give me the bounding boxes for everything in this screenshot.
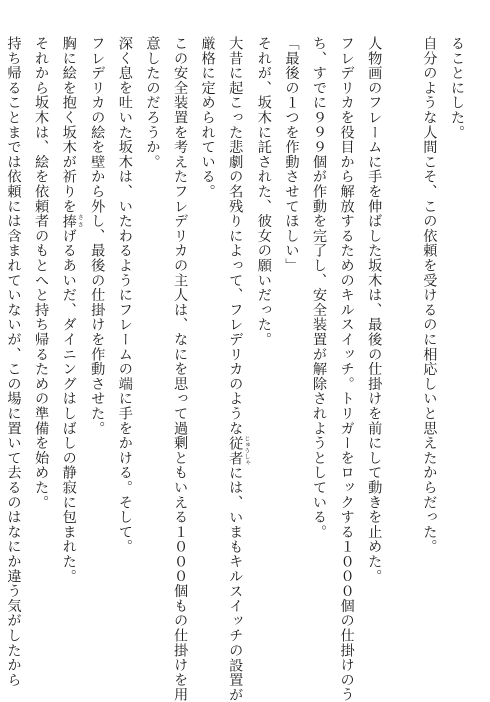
text-line: それから坂木は、絵を依頼者のもとへと持ち帰るための準備を始めた。 (33, 36, 50, 510)
text-line-with-ruby (221, 36, 250, 702)
text-line: ることにした。 (449, 36, 465, 140)
ruby-reading: じゅうしゃ (242, 435, 250, 466)
text-segment: 胸に絵を抱く坂木が祈りを (60, 36, 77, 214)
ruby-reading: ささ (76, 213, 84, 229)
ruby-base: 従者 (227, 435, 244, 466)
ruby-base: 捧 (60, 213, 77, 229)
text-line: この安全装置を考えたフレデリカの主人は、なにを思って過剰ともいえる１０００個もの仕掛けを用 (172, 36, 189, 702)
text-line: 意したのだろうか。 (144, 36, 161, 170)
paragraph-gap (387, 36, 415, 656)
text-line: 自分のような人間こそ、この依頼を受けるのに相応しいと思えたからだった。 (421, 36, 438, 554)
text-line: フレデリカの絵を壁から外し、最後の仕掛けを作動させた。 (89, 36, 106, 436)
ruby-annotation (60, 213, 84, 229)
text-segment: には、いまもキルスイッチの設置が (227, 465, 244, 702)
text-segment: 大昔に起こった悲劇の名残りによって、フレデリカのような (227, 36, 244, 436)
text-line: 人物画のフレームに手を伸ばした坂木は、最後の仕掛けを前にして動きを止めた。 (366, 36, 383, 584)
text-line: フレデリカを役目から解放するためのキルスイッチ。トリガーをロックする１０００個の仕掛けのう (338, 36, 355, 702)
text-line: 厳格に定められている。 (199, 36, 216, 199)
text-line: ち、すでに９９９個が作動を完了し、安全装置が解除されようとしている。 (311, 36, 328, 540)
text-line: 持ち帰ることまでは依頼には含まれていないが、この場に置いて去るのはなにか違う気がしたから (5, 36, 22, 688)
text-line: 深く息を吐いた坂木は、いたわるようにフレームの端に手をかける。そして。 (116, 36, 133, 554)
text-segment: げるあいだ、ダイニングはしばしの静寂に包まれた。 (60, 228, 77, 584)
text-line: それが、坂木に託された、彼女の願いだった。 (255, 36, 272, 347)
text-line: 「最後の１つを作動させてほしい」 (283, 36, 300, 273)
ruby-annotation (227, 435, 250, 466)
text-line-with-ruby (54, 36, 83, 656)
vertical-text-body (5, 36, 470, 702)
